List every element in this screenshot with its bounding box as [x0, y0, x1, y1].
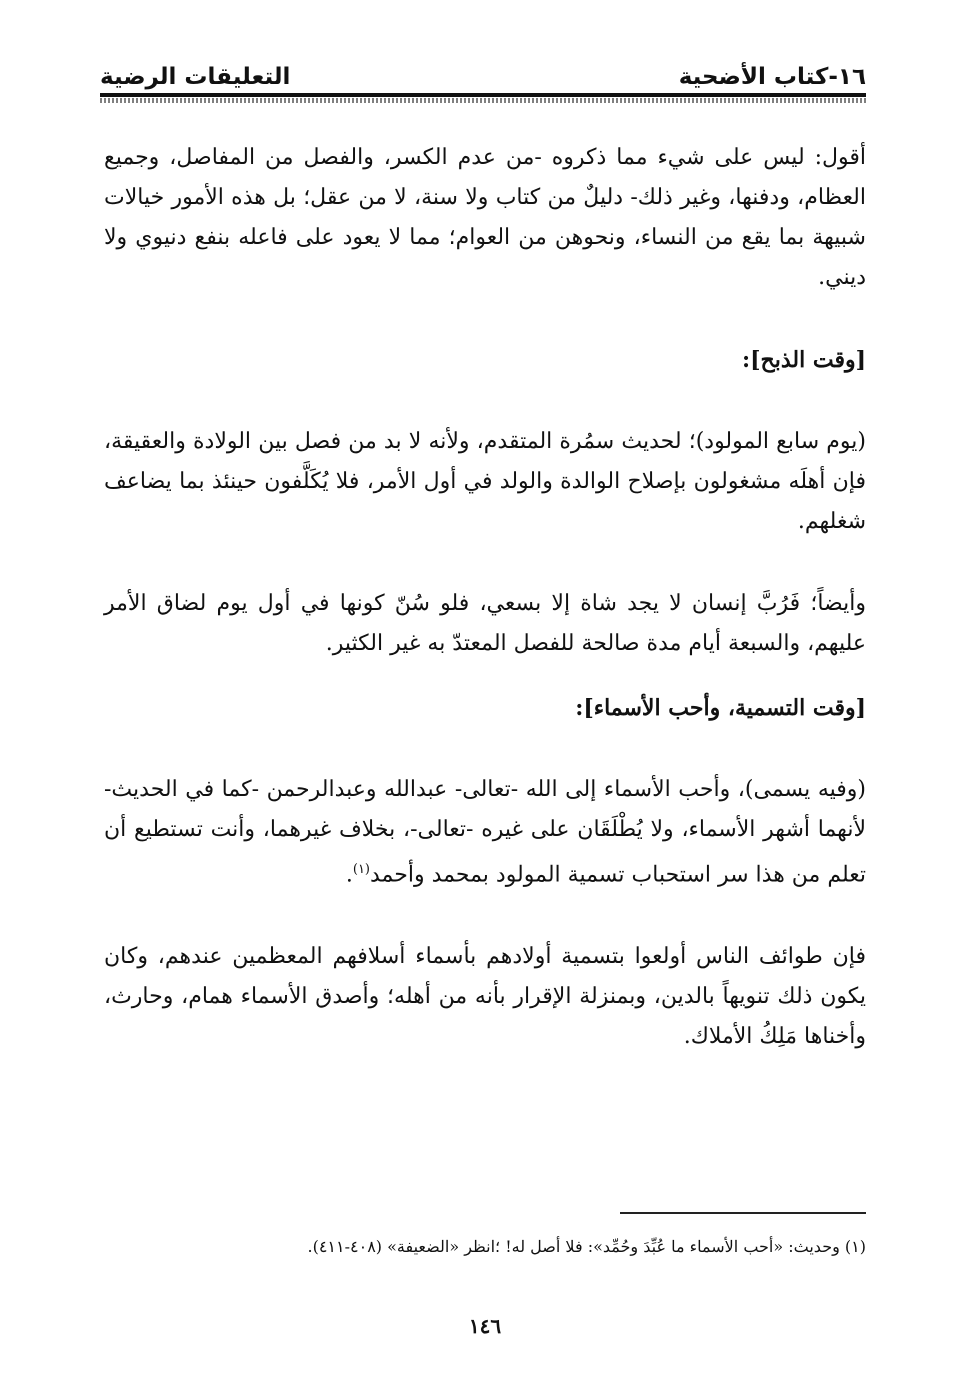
header-rule — [100, 93, 866, 97]
header-dotted-rule — [100, 98, 866, 103]
footnote-marker: (١) — [352, 862, 370, 877]
main-text — [104, 138, 866, 1099]
footnote: (١) وحديث: «أحب الأسماء ما عُبِّدَ وحُمِّد»: فلا أصل له! ؛انظر «الضعيفة» (٤٠٨-٤١١). — [307, 1237, 866, 1256]
section-heading-naming: [وقت التسمية، وأحب الأسماء]: — [575, 695, 866, 721]
section-heading-slaughter-time: [وقت الذبح]: — [741, 347, 866, 373]
paragraph-3: وأيضاً؛ فَرُبَّ إنسان لا يجد شاة إلا بسعي، فلو سُنّ كونها في أول يوم لضاق الأمر عليهم، والسبعة أيام مدة صالحة للفصل المعتدّ به غير الكثير. — [104, 591, 866, 656]
paragraph-1: أقول: ليس على شيء مما ذكروه -من عدم الكسر، والفصل من المفاصل، وجميع العظام، ودفنها، وغير ذلك- دليلٌ من كتاب ولا سنة، لا من عقل؛ بل هذه الأمور خيالات شبيهة بما يقع من النساء، ونحوهن من العوام؛ مما لا يعود على فاعله بنفع دنيوي ولا ديني. — [104, 145, 866, 290]
paragraph-4-text: (وفيه يسمى)، وأحب الأسماء إلى الله -تعالى- عبدالله وعبدالرحمن -كما في الحديث- لأنهما أشهر الأسماء، ولا يُطْلَقَان على غيره -تعالى-، بخلاف غيرهما، وأنت تستطيع أن تعلم من هذا سر استحباب تسمية المولود بمحمد وأحمد — [104, 777, 866, 888]
paragraph-4: (وفيه يسمى)، وأحب الأسماء إلى الله -تعالى- عبدالله وعبدالرحمن -كما في الحديث- لأنهما أشهر الأسماء، ولا يُطْلَقَان على غيره -تعالى-، بخلاف غيرهما، وأنت تستطيع أن تعلم من هذا سر استحباب تسمية المولود بمحمد وأحمد$^{(١)}$. — [104, 777, 866, 888]
page-number: ١٤٦ — [468, 1314, 502, 1338]
paragraph-2: (يوم سابع المولود)؛ لحديث سمُرة المتقدم، ولأنه لا بد من فصل بين الولادة والعقيقة، فإن أهلَه مشغولون بإصلاح الوالدة والولد في أول الأمر، فلا يُكَلَّفون حينئذ بما يضاعف شغلهم. — [104, 429, 866, 534]
chapter-title: ١٦-كتاب الأضحية — [678, 64, 866, 90]
running-header — [100, 50, 866, 90]
footnote-divider — [620, 1212, 866, 1214]
book-title: التعليقات الرضية — [100, 64, 291, 90]
paragraph-5: فإن طوائف الناس أولعوا بتسمية أولادهم بأسماء أسلافهم المعظمين عندهم، وكان يكون ذلك تنويهاً بالدين، وبمنزلة الإقرار بأنه من أهله؛ وأصدق الأسماء همام، وحارث، وأخناها مَلِكُ الأملاك. — [104, 944, 866, 1050]
